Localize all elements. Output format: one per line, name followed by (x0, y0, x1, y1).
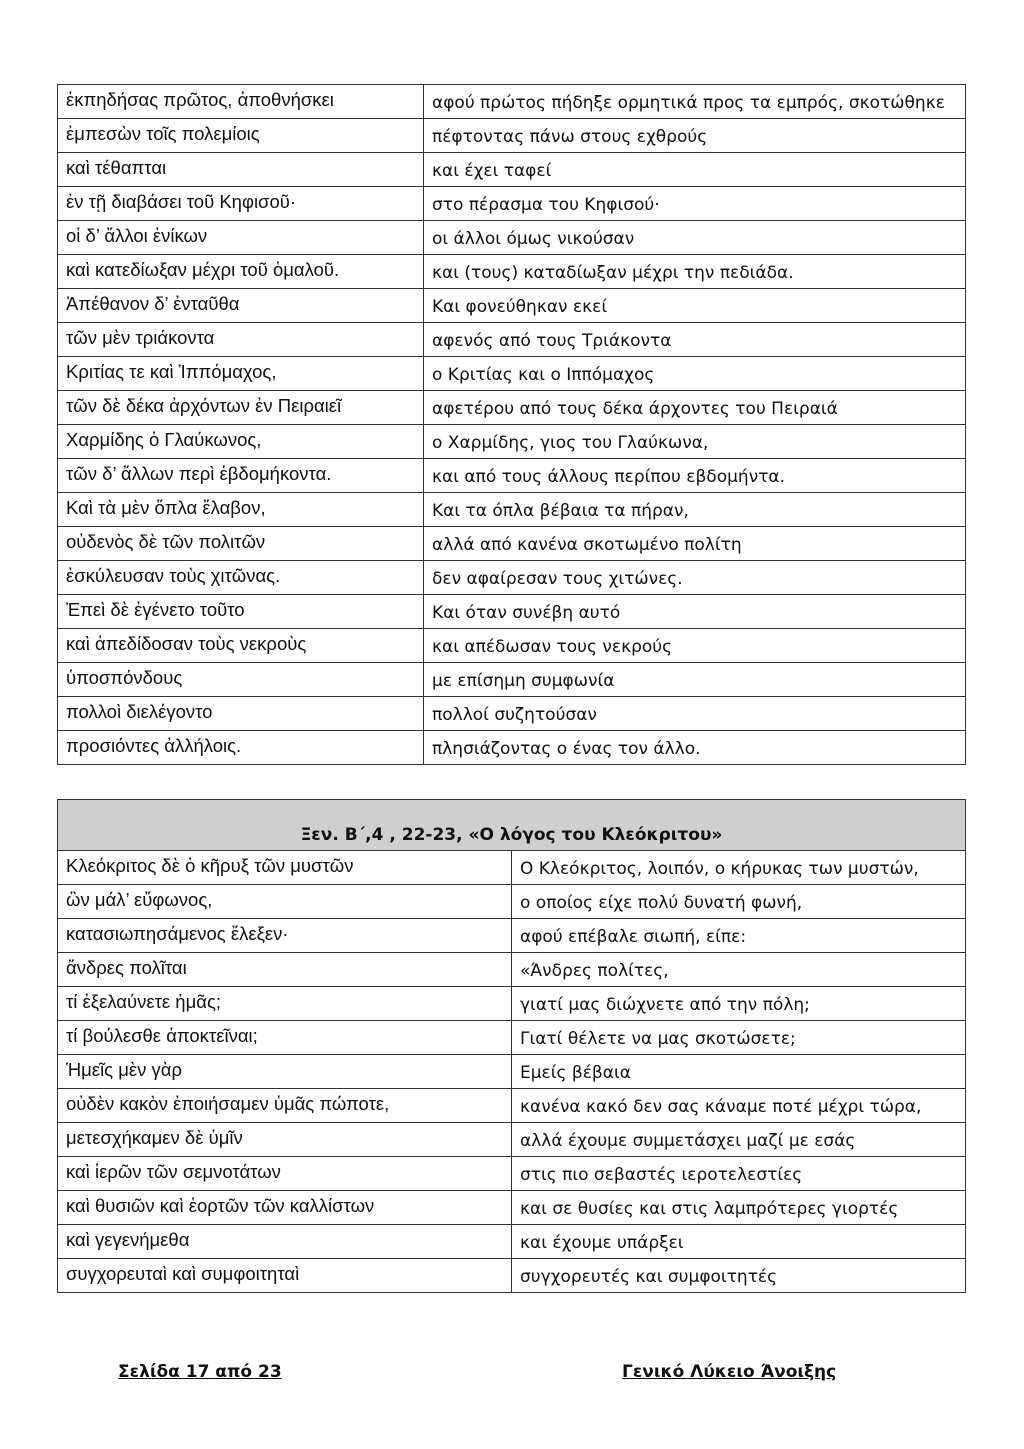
ancient-greek-cell: πολλοὶ διελέγοντο (58, 697, 424, 731)
table-row (58, 697, 966, 731)
modern-translation-cell: Και τα όπλα βέβαια τα πήραν, (424, 493, 966, 527)
ancient-greek-cell: προσιόντες ἀλλήλοις. (58, 731, 424, 765)
table-row (58, 1259, 966, 1293)
ancient-greek-cell: ἐμπεσὼν τοῖς πολεμίοις (58, 119, 424, 153)
ancient-greek-cell: οὐδενὸς δὲ τῶν πολιτῶν (58, 527, 424, 561)
ancient-greek-cell: καὶ τέθαπται (58, 153, 424, 187)
modern-translation-cell: δεν αφαίρεσαν τους χιτώνες. (424, 561, 966, 595)
ancient-greek-cell: τῶν μὲν τριάκοντα (58, 323, 424, 357)
ancient-greek-cell: ἐκπηδήσας πρῶτος, ἀποθνήσκει (58, 85, 424, 119)
ancient-greek-cell: ἐν τῇ διαβάσει τοῦ Κηφισοῦ· (58, 187, 424, 221)
ancient-greek-cell: Ἡμεῖς μὲν γὰρ (58, 1055, 512, 1089)
section-heading: Ξεν. Β΄,4 , 22-23, «Ο λόγος του Κλεόκριτου» (58, 800, 966, 851)
modern-translation-cell: αφενός από τους Τριάκοντα (424, 323, 966, 357)
ancient-greek-cell: καὶ ἀπεδίδοσαν τοὺς νεκροὺς (58, 629, 424, 663)
ancient-greek-cell: καὶ ἱερῶν τῶν σεμνοτάτων (58, 1157, 512, 1191)
modern-translation-cell: ο οποίος είχε πολύ δυνατή φωνή, (512, 885, 966, 919)
modern-translation-cell: Και φονεύθηκαν εκεί (424, 289, 966, 323)
ancient-greek-cell: οἱ δ’ ἄλλοι ἐνίκων (58, 221, 424, 255)
modern-translation-cell: Ο Κλεόκριτος, λοιπόν, ο κήρυκας των μυστών, (512, 851, 966, 885)
table-row (58, 323, 966, 357)
ancient-greek-cell: οὐδὲν κακὸν ἐποιήσαμεν ὑμᾶς πώποτε, (58, 1089, 512, 1123)
ancient-greek-cell: ἄνδρες πολῖται (58, 953, 512, 987)
ancient-greek-cell: καὶ κατεδίωξαν μέχρι τοῦ ὁμαλοῦ. (58, 255, 424, 289)
table-heading-row (58, 800, 966, 851)
ancient-greek-cell: Ἐπεὶ δὲ ἐγένετο τοῦτο (58, 595, 424, 629)
modern-translation-cell: Και όταν συνέβη αυτό (424, 595, 966, 629)
modern-translation-cell: «Άνδρες πολίτες, (512, 953, 966, 987)
modern-translation-cell: Γιατί θέλετε να μας σκοτώσετε; (512, 1021, 966, 1055)
table-row (58, 663, 966, 697)
modern-translation-cell: αφού πρώτος πήδηξε ορμητικά προς τα εμπρός, σκοτώθηκε (424, 85, 966, 119)
table-row (58, 731, 966, 765)
table-row (58, 1089, 966, 1123)
ancient-greek-cell: Καὶ τὰ μὲν ὅπλα ἔλαβον, (58, 493, 424, 527)
modern-translation-cell: αφού επέβαλε σιωπή, είπε: (512, 919, 966, 953)
table-row (58, 851, 966, 885)
modern-translation-cell: και απέδωσαν τους νεκρούς (424, 629, 966, 663)
modern-translation-cell: στο πέρασμα του Κηφισού· (424, 187, 966, 221)
table-row (58, 153, 966, 187)
modern-translation-cell: και έχει ταφεί (424, 153, 966, 187)
ancient-greek-cell: καὶ γεγενήμεθα (58, 1225, 512, 1259)
modern-translation-cell: αφετέρου από τους δέκα άρχοντες του Πειραιά (424, 391, 966, 425)
ancient-greek-cell: Χαρμίδης ὁ Γλαύκωνος, (58, 425, 424, 459)
table-row (58, 919, 966, 953)
ancient-greek-cell: καὶ θυσιῶν καὶ ἑορτῶν τῶν καλλίστων (58, 1191, 512, 1225)
ancient-greek-cell: τί ἐξελαύνετε ἡμᾶς; (58, 987, 512, 1021)
modern-translation-cell: πολλοί συζητούσαν (424, 697, 966, 731)
table-row (58, 953, 966, 987)
translation-table-2 (57, 799, 966, 1293)
translation-table-2-body (58, 800, 966, 1293)
ancient-greek-cell: συγχορευταὶ καὶ συμφοιτηταὶ (58, 1259, 512, 1293)
table-row (58, 187, 966, 221)
table-row (58, 85, 966, 119)
modern-translation-cell: και (τους) καταδίωξαν μέχρι την πεδιάδα. (424, 255, 966, 289)
ancient-greek-cell: Ἀπέθανον δ’ ἐνταῦθα (58, 289, 424, 323)
table-row (58, 493, 966, 527)
ancient-greek-cell: τί βούλεσθε ἀποκτεῖναι; (58, 1021, 512, 1055)
table-row (58, 425, 966, 459)
modern-translation-cell: αλλά έχουμε συμμετάσχει μαζί με εσάς (512, 1123, 966, 1157)
modern-translation-cell: ο Κριτίας και ο Ιππόμαχος (424, 357, 966, 391)
page-number: Σελίδα 17 από 23 (118, 1362, 282, 1382)
modern-translation-cell: πέφτοντας πάνω στους εχθρούς (424, 119, 966, 153)
table-row (58, 459, 966, 493)
table-row (58, 391, 966, 425)
table-row (58, 561, 966, 595)
translation-table-1-body (58, 85, 966, 765)
modern-translation-cell: γιατί μας διώχνετε από την πόλη; (512, 987, 966, 1021)
table-row (58, 1191, 966, 1225)
modern-translation-cell: και έχουμε υπάρξει (512, 1225, 966, 1259)
modern-translation-cell: με επίσημη συμφωνία (424, 663, 966, 697)
ancient-greek-cell: κατασιωπησάμενος ἔλεξεν· (58, 919, 512, 953)
table-row (58, 255, 966, 289)
modern-translation-cell: κανένα κακό δεν σας κάναμε ποτέ μέχρι τώρα, (512, 1089, 966, 1123)
table-row (58, 1021, 966, 1055)
table-row (58, 987, 966, 1021)
modern-translation-cell: αλλά από κανένα σκοτωμένο πολίτη (424, 527, 966, 561)
modern-translation-cell: οι άλλοι όμως νικούσαν (424, 221, 966, 255)
ancient-greek-cell: Κλεόκριτος δὲ ὁ κῆρυξ τῶν μυστῶν (58, 851, 512, 885)
modern-translation-cell: Εμείς βέβαια (512, 1055, 966, 1089)
table-row (58, 595, 966, 629)
table-row (58, 289, 966, 323)
ancient-greek-cell: μετεσχήκαμεν δὲ ὑμῖν (58, 1123, 512, 1157)
table-row (58, 885, 966, 919)
ancient-greek-cell: ὑποσπόνδους (58, 663, 424, 697)
table-row (58, 357, 966, 391)
table-row (58, 1157, 966, 1191)
ancient-greek-cell: ὢν μάλ’ εὔφωνος, (58, 885, 512, 919)
table-row (58, 1225, 966, 1259)
table-row (58, 119, 966, 153)
table-row (58, 1055, 966, 1089)
school-name: Γενικό Λύκειο Άνοιξης (622, 1362, 837, 1382)
translation-table-1 (57, 84, 966, 765)
table-row (58, 1123, 966, 1157)
ancient-greek-cell: ἐσκύλευσαν τοὺς χιτῶνας. (58, 561, 424, 595)
ancient-greek-cell: Κριτίας τε καὶ Ἱππόμαχος, (58, 357, 424, 391)
modern-translation-cell: ο Χαρμίδης, γιος του Γλαύκωνα, (424, 425, 966, 459)
table-row (58, 527, 966, 561)
modern-translation-cell: πλησιάζοντας ο ένας τον άλλο. (424, 731, 966, 765)
modern-translation-cell: συγχορευτές και συμφοιτητές (512, 1259, 966, 1293)
table-row (58, 221, 966, 255)
modern-translation-cell: και σε θυσίες και στις λαμπρότερες γιορτές (512, 1191, 966, 1225)
table-row (58, 629, 966, 663)
ancient-greek-cell: τῶν δ’ ἄλλων περὶ ἑβδομήκοντα. (58, 459, 424, 493)
modern-translation-cell: στις πιο σεβαστές ιεροτελεστίες (512, 1157, 966, 1191)
ancient-greek-cell: τῶν δὲ δέκα ἀρχόντων ἐν Πειραιεῖ (58, 391, 424, 425)
modern-translation-cell: και από τους άλλους περίπου εβδομήντα. (424, 459, 966, 493)
